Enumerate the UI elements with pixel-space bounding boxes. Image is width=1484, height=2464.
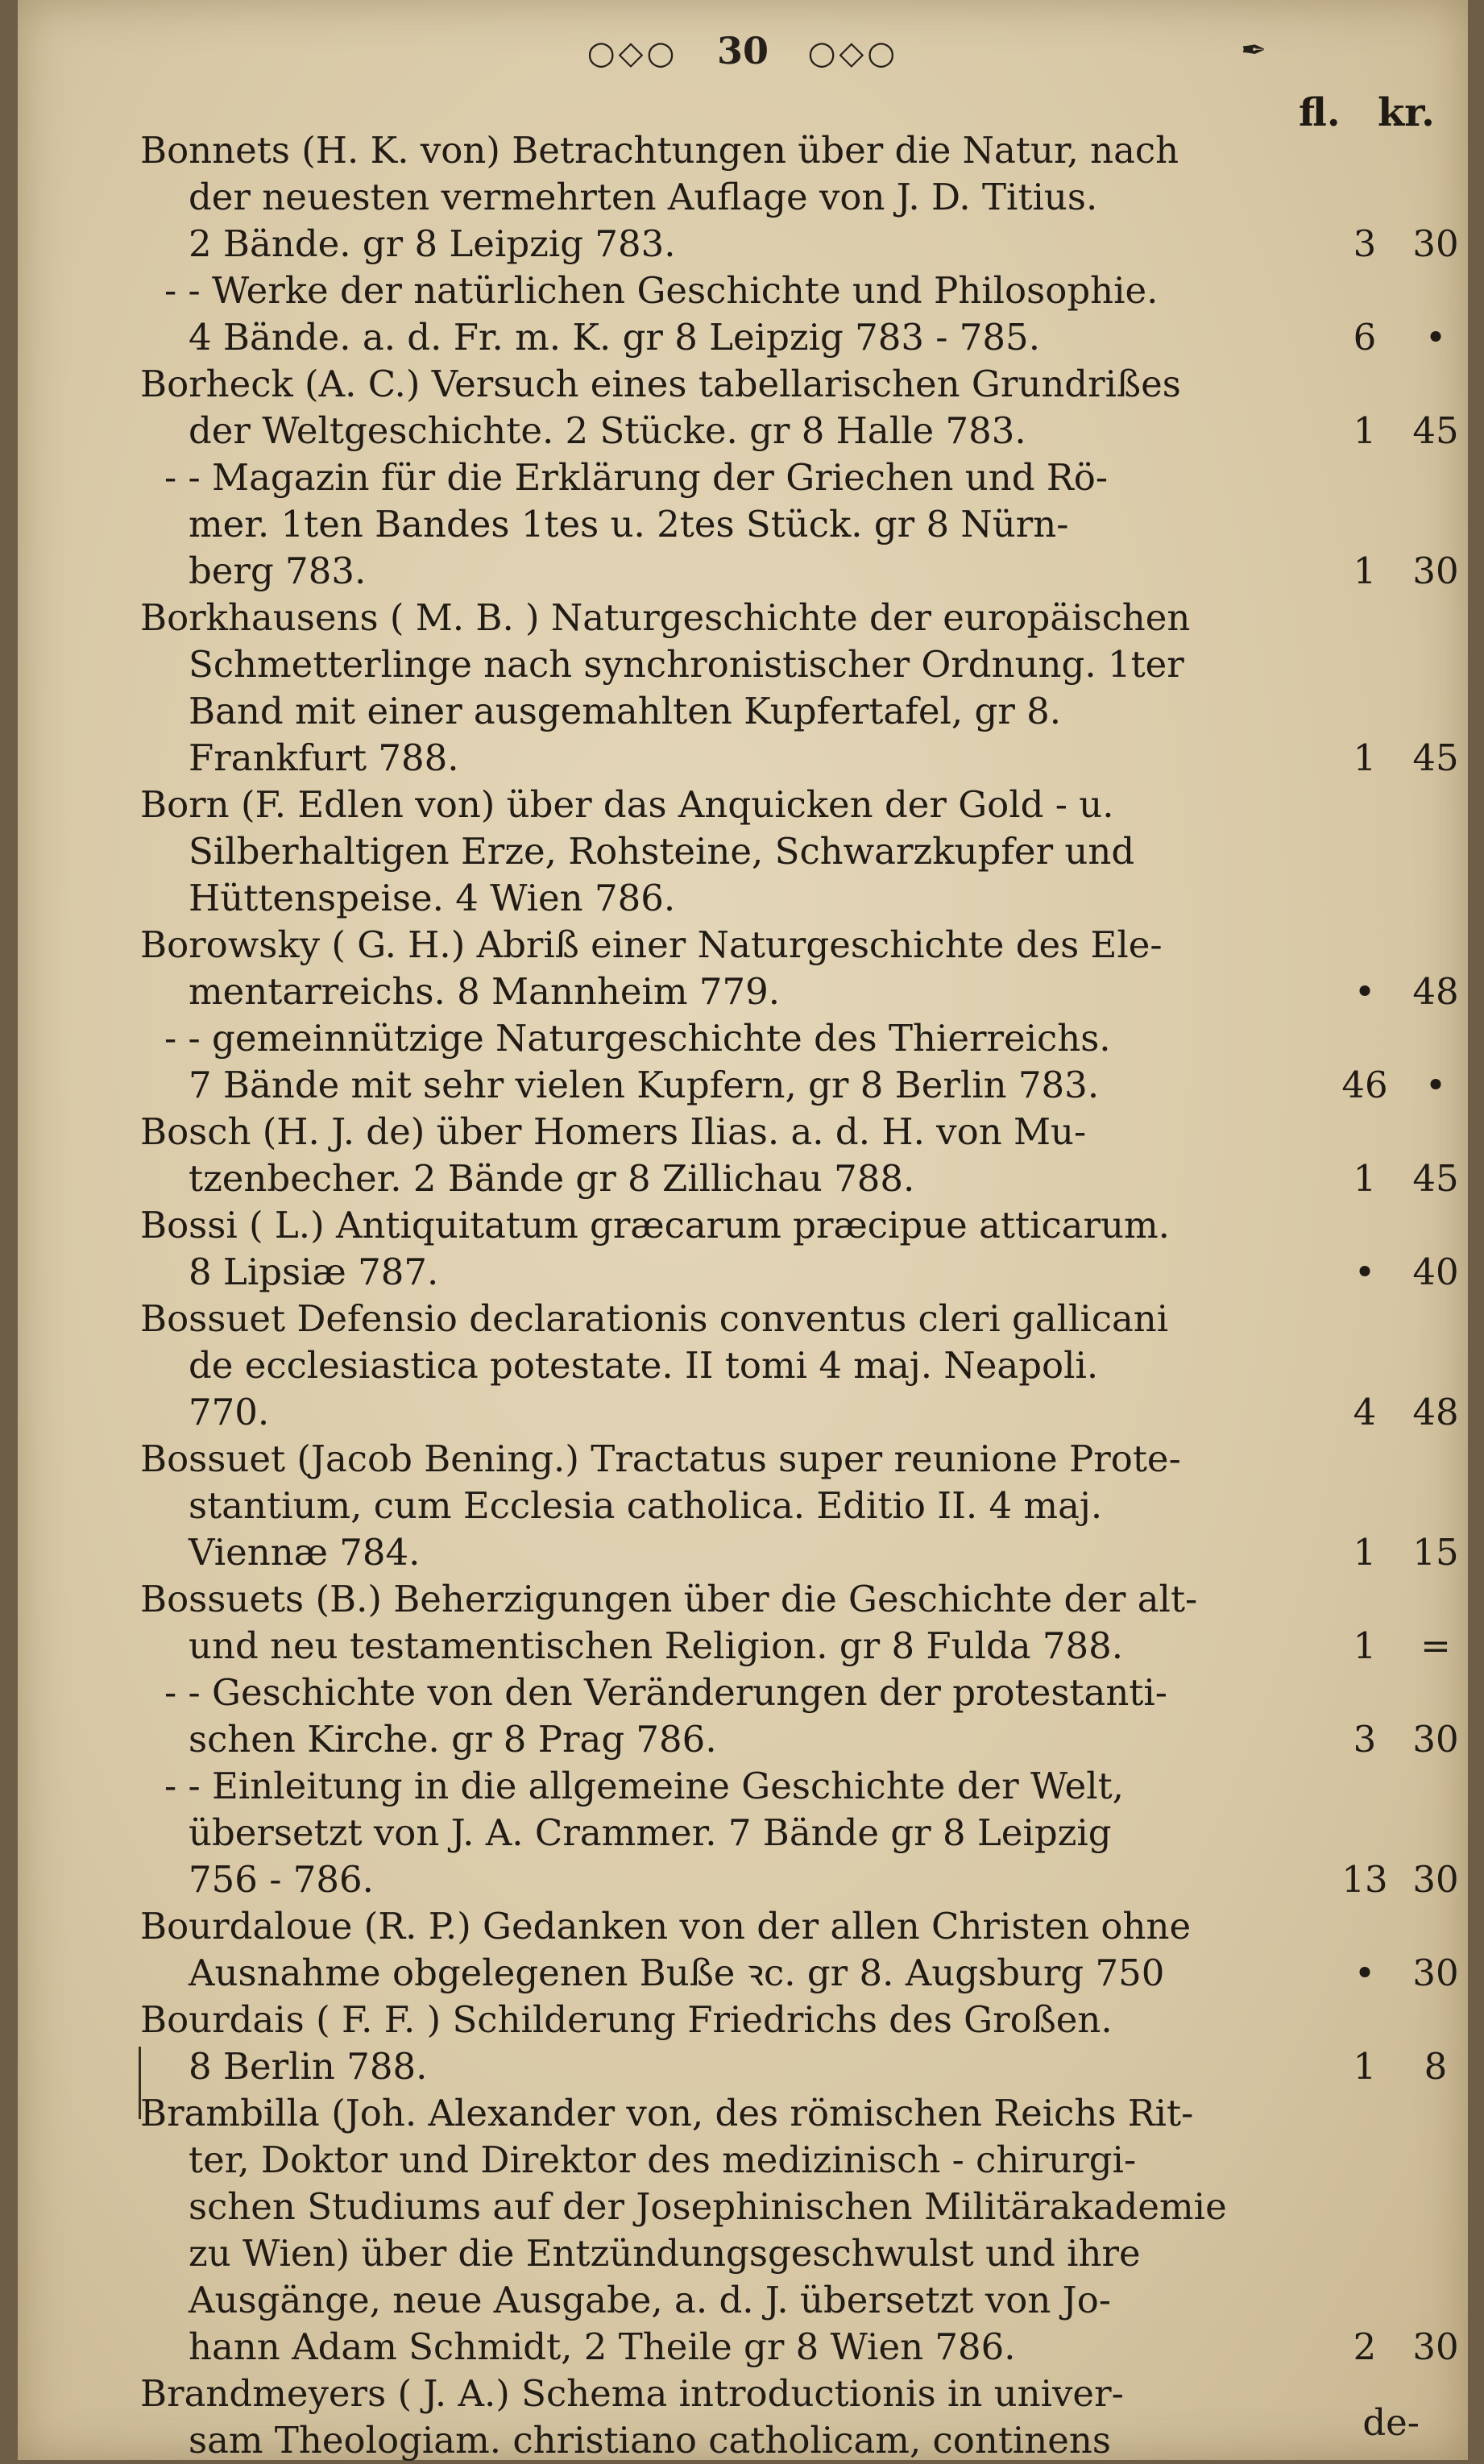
- catalog-line-text: Bossuet (Jacob Bening.) Tractatus super reunione Prote-: [140, 1437, 1181, 1480]
- catalog-line-text: 4 Bände. a. d. Fr. m. K. gr 8 Leipzig 783 - 785.: [189, 316, 1040, 359]
- catalog-line-text: Bosch (H. J. de) über Homers Ilias. a. d. H. von Mu-: [140, 1110, 1087, 1153]
- catalog-line-text: 7 Bände mit sehr vielen Kupfern, gr 8 Berlin 783.: [189, 1064, 1100, 1106]
- catalog-line: [140, 1576, 1461, 1623]
- catalog-line: [140, 1997, 1461, 2043]
- catalog-line-text: 2 Bände. gr 8 Leipzig 783.: [189, 222, 676, 265]
- catalog-line: [140, 2230, 1461, 2277]
- catalog-line: [140, 1296, 1461, 1342]
- catalog-line-text: hann Adam Schmidt, 2 Theile gr 8 Wien 786.: [189, 2325, 1016, 2368]
- catalog-line-text: Born (F. Edlen von) über das Anquicken der Gold - u.: [140, 783, 1114, 826]
- catalog-line: [140, 1062, 1461, 1109]
- catalog-line-text: Frankfurt 788.: [189, 736, 459, 779]
- catalog-line-text: berg 783.: [189, 550, 367, 592]
- catalog-line: [140, 595, 1461, 641]
- price-kreuzer: 45: [1412, 409, 1459, 452]
- catalog-line: [140, 922, 1461, 969]
- catalog-line: [140, 641, 1461, 688]
- catalog-line: [140, 875, 1461, 922]
- price-florin: •: [1353, 1251, 1376, 1293]
- catchword: de-: [1362, 2401, 1420, 2444]
- catalog-line-text: 8 Lipsiæ 787.: [189, 1251, 439, 1293]
- price-kreuzer: 45: [1412, 1157, 1459, 1200]
- catalog-line-text: 770.: [189, 1391, 270, 1433]
- price-kreuzer: 30: [1412, 1718, 1459, 1761]
- catalog-line-text: Brambilla (Joh. Alexander von, des römischen Reichs Rit-: [140, 2092, 1194, 2134]
- catalog-line: [140, 408, 1461, 454]
- catalog-line-text: schen Kirche. gr 8 Prag 786.: [189, 1718, 717, 1761]
- catalog-line: [140, 1015, 1461, 1062]
- catalog-line-text: schen Studiums auf der Josephinischen Militärakademie: [189, 2185, 1227, 2228]
- catalog-line: [140, 2371, 1461, 2417]
- catalog-line-text: Bourdaloue (R. P.) Gedanken von der allen Christen ohne: [140, 1905, 1192, 1948]
- catalog-line-text: Borkhausens ( M. B. ) Naturgeschichte der europäischen: [140, 596, 1191, 639]
- catalog-line: [140, 174, 1461, 221]
- kreuzer-header: kr.: [1378, 90, 1435, 135]
- catalog-line: [140, 1202, 1461, 1249]
- catalog-line: [140, 1763, 1461, 1810]
- catalog-line: [140, 1483, 1461, 1529]
- catalog-line-text: mentarreichs. 8 Mannheim 779.: [189, 970, 781, 1013]
- price-kreuzer: 30: [1412, 550, 1459, 592]
- price-florin: 1: [1353, 409, 1377, 452]
- price-kreuzer: 40: [1412, 1251, 1459, 1293]
- catalog-line-text: Borowsky ( G. H.) Abriß einer Naturgeschichte des Ele-: [140, 923, 1163, 966]
- price-florin: 13: [1341, 1858, 1388, 1901]
- catalog-line: [140, 2184, 1461, 2230]
- price-florin: 2: [1353, 2325, 1377, 2368]
- catalog-line-text: Ausnahme obgelegenen Buße ꝛc. gr 8. Augsburg 750: [189, 1952, 1165, 1994]
- price-florin: 3: [1353, 1718, 1377, 1761]
- price-kreuzer: 30: [1412, 1952, 1459, 1994]
- catalog-line: [140, 1529, 1461, 1576]
- ornament-right: ○◇○: [807, 35, 899, 72]
- price-kreuzer: 8: [1424, 2045, 1448, 2088]
- catalog-line-text: Schmetterlinge nach synchronistischer Ordnung. 1ter: [189, 643, 1184, 686]
- catalog-line: [140, 688, 1461, 735]
- catalog-entries: [140, 127, 1461, 2464]
- catalog-line-text: übersetzt von J. A. Crammer. 7 Bände gr 8 Leipzig: [189, 1811, 1112, 1854]
- catalog-line-text: - - gemeinnützige Naturgeschichte des Thierreichs.: [164, 1017, 1111, 1060]
- catalog-line: [140, 268, 1461, 314]
- price-florin: •: [1353, 1952, 1376, 1994]
- page-number: 30: [716, 29, 769, 73]
- catalog-line: [140, 2324, 1461, 2371]
- price-florin: 6: [1353, 316, 1377, 359]
- catalog-line: [140, 1950, 1461, 1997]
- catalog-line-text: 756 - 786.: [189, 1858, 374, 1901]
- corner-mark: ✒: [1241, 32, 1266, 68]
- catalog-line: [140, 1389, 1461, 1436]
- price-florin: 46: [1341, 1064, 1388, 1106]
- price-kreuzer: 48: [1412, 970, 1459, 1013]
- price-florin: 1: [1353, 1157, 1377, 1200]
- catalog-line: [140, 1109, 1461, 1155]
- price-kreuzer: 45: [1412, 736, 1459, 779]
- catalog-line: [140, 1716, 1461, 1763]
- catalog-line-text: Viennæ 784.: [189, 1531, 421, 1574]
- price-kreuzer: 30: [1412, 1858, 1459, 1901]
- catalog-line: [140, 2277, 1461, 2324]
- catalog-line-text: sam Theologiam. christiano catholicam, continens: [189, 2419, 1111, 2462]
- catalog-line-text: tzenbecher. 2 Bände gr 8 Zillichau 788.: [189, 1157, 915, 1200]
- catalog-line-text: ter, Doktor und Direktor des medizinisch - chirurgi-: [189, 2138, 1137, 2181]
- catalog-line: [140, 548, 1461, 595]
- catalog-line: [140, 1856, 1461, 1903]
- price-kreuzer: =: [1420, 1624, 1451, 1667]
- price-florin: 1: [1353, 550, 1377, 592]
- price-florin: 4: [1353, 1391, 1377, 1433]
- price-kreuzer: •: [1424, 316, 1447, 359]
- catalog-line-text: Bossuet Defensio declarationis conventus cleri gallicani: [140, 1297, 1169, 1340]
- catalog-line: [140, 1670, 1461, 1716]
- catalog-line: [140, 1623, 1461, 1670]
- catalog-line-text: mer. 1ten Bandes 1tes u. 2tes Stück. gr 8 Nürn-: [189, 503, 1069, 545]
- catalog-line-text: der neuesten vermehrten Auflage von J. D. Titius.: [189, 176, 1098, 218]
- catalog-line-text: der Weltgeschichte. 2 Stücke. gr 8 Halle 783.: [189, 409, 1026, 452]
- catalog-line-text: - - Geschichte von den Veränderungen der protestanti-: [164, 1671, 1167, 1714]
- catalog-line-text: Bossuets (B.) Beherzigungen über die Geschichte der alt-: [140, 1578, 1198, 1620]
- catalog-line: [140, 454, 1461, 501]
- catalog-line-text: stantium, cum Ecclesia catholica. Editio II. 4 maj.: [189, 1484, 1103, 1527]
- book-page: [18, 0, 1468, 2460]
- catalog-line: [140, 1810, 1461, 1856]
- catalog-line: [140, 2043, 1461, 2090]
- catalog-line: [140, 2417, 1461, 2464]
- catalog-line-text: Ausgänge, neue Ausgabe, a. d. J. übersetzt von Jo-: [189, 2279, 1111, 2321]
- florin-header: fl.: [1299, 90, 1341, 135]
- price-kreuzer: 30: [1412, 2325, 1459, 2368]
- price-florin: 3: [1353, 222, 1377, 265]
- catalog-line-text: Band mit einer ausgemahlten Kupfertafel, gr 8.: [189, 690, 1062, 732]
- catalog-line-text: Brandmeyers ( J. A.) Schema introductionis in univer-: [140, 2372, 1124, 2415]
- catalog-line-text: Bourdais ( F. F. ) Schilderung Friedrichs des Großen.: [140, 1998, 1113, 2041]
- price-kreuzer: 48: [1412, 1391, 1459, 1433]
- ornament-left: ○◇○: [587, 35, 678, 72]
- catalog-line-text: - - Magazin für die Erklärung der Griechen und Rö-: [164, 456, 1109, 499]
- price-florin: 1: [1353, 1531, 1377, 1574]
- catalog-line: [140, 501, 1461, 548]
- catalog-line-text: Bossi ( L.) Antiquitatum græcarum præcipue atticarum.: [140, 1204, 1170, 1247]
- catalog-line: [140, 1903, 1461, 1950]
- catalog-line-text: Bonnets (H. K. von) Betrachtungen über die Natur, nach: [140, 129, 1179, 172]
- catalog-line: [140, 828, 1461, 875]
- catalog-line: [140, 1436, 1461, 1483]
- price-kreuzer: •: [1424, 1064, 1447, 1106]
- price-florin: 1: [1353, 2045, 1377, 2088]
- catalog-line: [140, 1342, 1461, 1389]
- catalog-line: [140, 361, 1461, 408]
- price-florin: 1: [1353, 736, 1377, 779]
- catalog-line: [140, 221, 1461, 268]
- catalog-line: [140, 127, 1461, 174]
- catalog-line: [140, 1249, 1461, 1296]
- price-florin: •: [1353, 970, 1376, 1013]
- catalog-line-text: de ecclesiastica potestate. II tomi 4 maj. Neapoli.: [189, 1344, 1099, 1387]
- price-kreuzer: 15: [1412, 1531, 1459, 1574]
- price-kreuzer: 30: [1412, 222, 1459, 265]
- catalog-line: [140, 782, 1461, 828]
- catalog-line: [140, 969, 1461, 1015]
- catalog-line-text: Silberhaltigen Erze, Rohsteine, Schwarzkupfer und: [189, 830, 1135, 873]
- catalog-line: [140, 735, 1461, 782]
- catalog-line: [140, 2137, 1461, 2184]
- catalog-line-text: 8 Berlin 788.: [189, 2045, 428, 2088]
- catalog-line-text: Borheck (A. C.) Versuch eines tabellarischen Grundrißes: [140, 363, 1181, 405]
- catalog-line-text: und neu testamentischen Religion. gr 8 Fulda 788.: [189, 1624, 1124, 1667]
- catalog-line-text: zu Wien) über die Entzündungsgeschwulst und ihre: [189, 2232, 1141, 2275]
- catalog-line-text: Hüttenspeise. 4 Wien 786.: [189, 877, 676, 919]
- catalog-line: [140, 2090, 1461, 2137]
- catalog-line: [140, 314, 1461, 361]
- price-florin: 1: [1353, 1624, 1377, 1667]
- catalog-line: [140, 1155, 1461, 1202]
- catalog-line-text: - - Einleitung in die allgemeine Geschichte der Welt,: [164, 1765, 1124, 1807]
- catalog-line-text: - - Werke der natürlichen Geschichte und Philosophie.: [164, 269, 1159, 312]
